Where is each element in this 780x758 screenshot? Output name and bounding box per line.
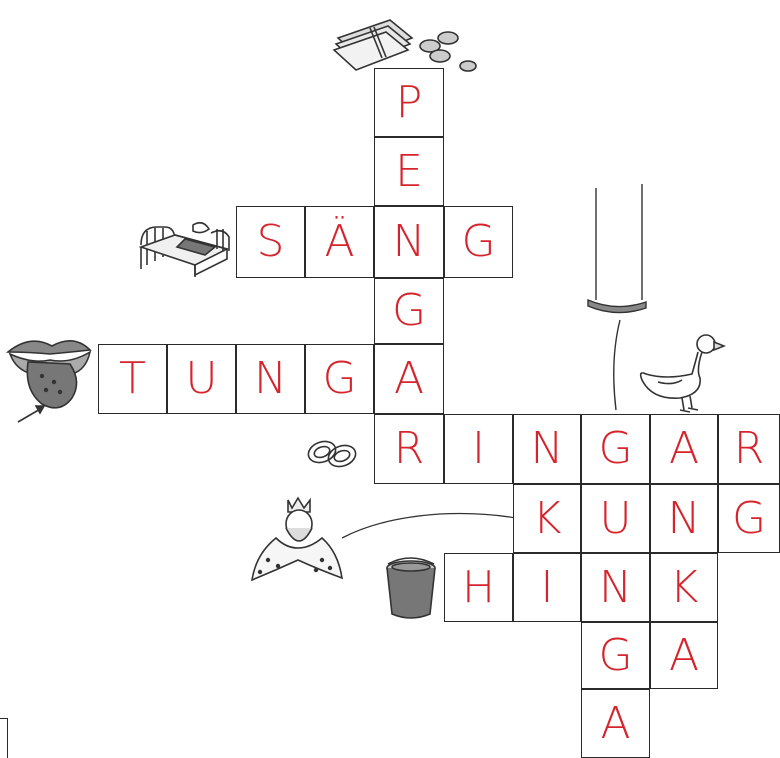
rings-icon — [302, 432, 364, 474]
crossword-cell[interactable]: S — [236, 206, 305, 278]
crossword-cell[interactable]: U — [581, 484, 650, 553]
crossword-cell[interactable]: P — [374, 68, 444, 137]
crossword-cell[interactable]: K — [513, 484, 581, 553]
crossword-cell[interactable]: G — [581, 622, 650, 689]
crossword-cell[interactable]: I — [444, 414, 513, 484]
crossword-cell[interactable]: U — [167, 344, 236, 414]
crossword-cell[interactable]: G — [444, 206, 513, 278]
page-corner-frame — [0, 718, 8, 758]
crossword-cell[interactable]: G — [718, 484, 780, 553]
crossword-cell[interactable]: A — [650, 622, 718, 689]
crossword-cell[interactable]: N — [650, 484, 718, 553]
crossword-cell[interactable]: I — [513, 553, 581, 622]
crossword-cell[interactable]: A — [374, 344, 444, 414]
bed-icon — [135, 205, 235, 280]
crossword-cell[interactable]: N — [374, 206, 444, 278]
duck-icon — [636, 330, 726, 416]
crossword-cell[interactable]: N — [581, 553, 650, 622]
king-icon — [246, 494, 346, 588]
crossword-cell[interactable]: Ä — [305, 206, 374, 278]
crossword-cell[interactable]: N — [513, 414, 581, 484]
crossword-cell[interactable]: R — [718, 414, 780, 484]
bucket-icon — [380, 552, 442, 624]
crossword-cell[interactable]: G — [374, 278, 444, 344]
crossword-cell[interactable]: K — [650, 553, 718, 622]
crossword-cell[interactable]: A — [650, 414, 718, 484]
tongue-icon — [2, 330, 97, 430]
crossword-cell[interactable]: T — [98, 344, 167, 414]
crossword-cell[interactable]: G — [581, 414, 650, 484]
crossword-cell[interactable]: N — [236, 344, 305, 414]
crossword-cell[interactable]: R — [374, 414, 444, 484]
crossword-cell[interactable]: G — [305, 344, 374, 414]
crossword-cell[interactable]: A — [581, 689, 650, 758]
crossword-cell[interactable]: E — [374, 137, 444, 206]
king-connector-line — [340, 508, 516, 542]
crossword-cell[interactable]: H — [444, 553, 513, 622]
